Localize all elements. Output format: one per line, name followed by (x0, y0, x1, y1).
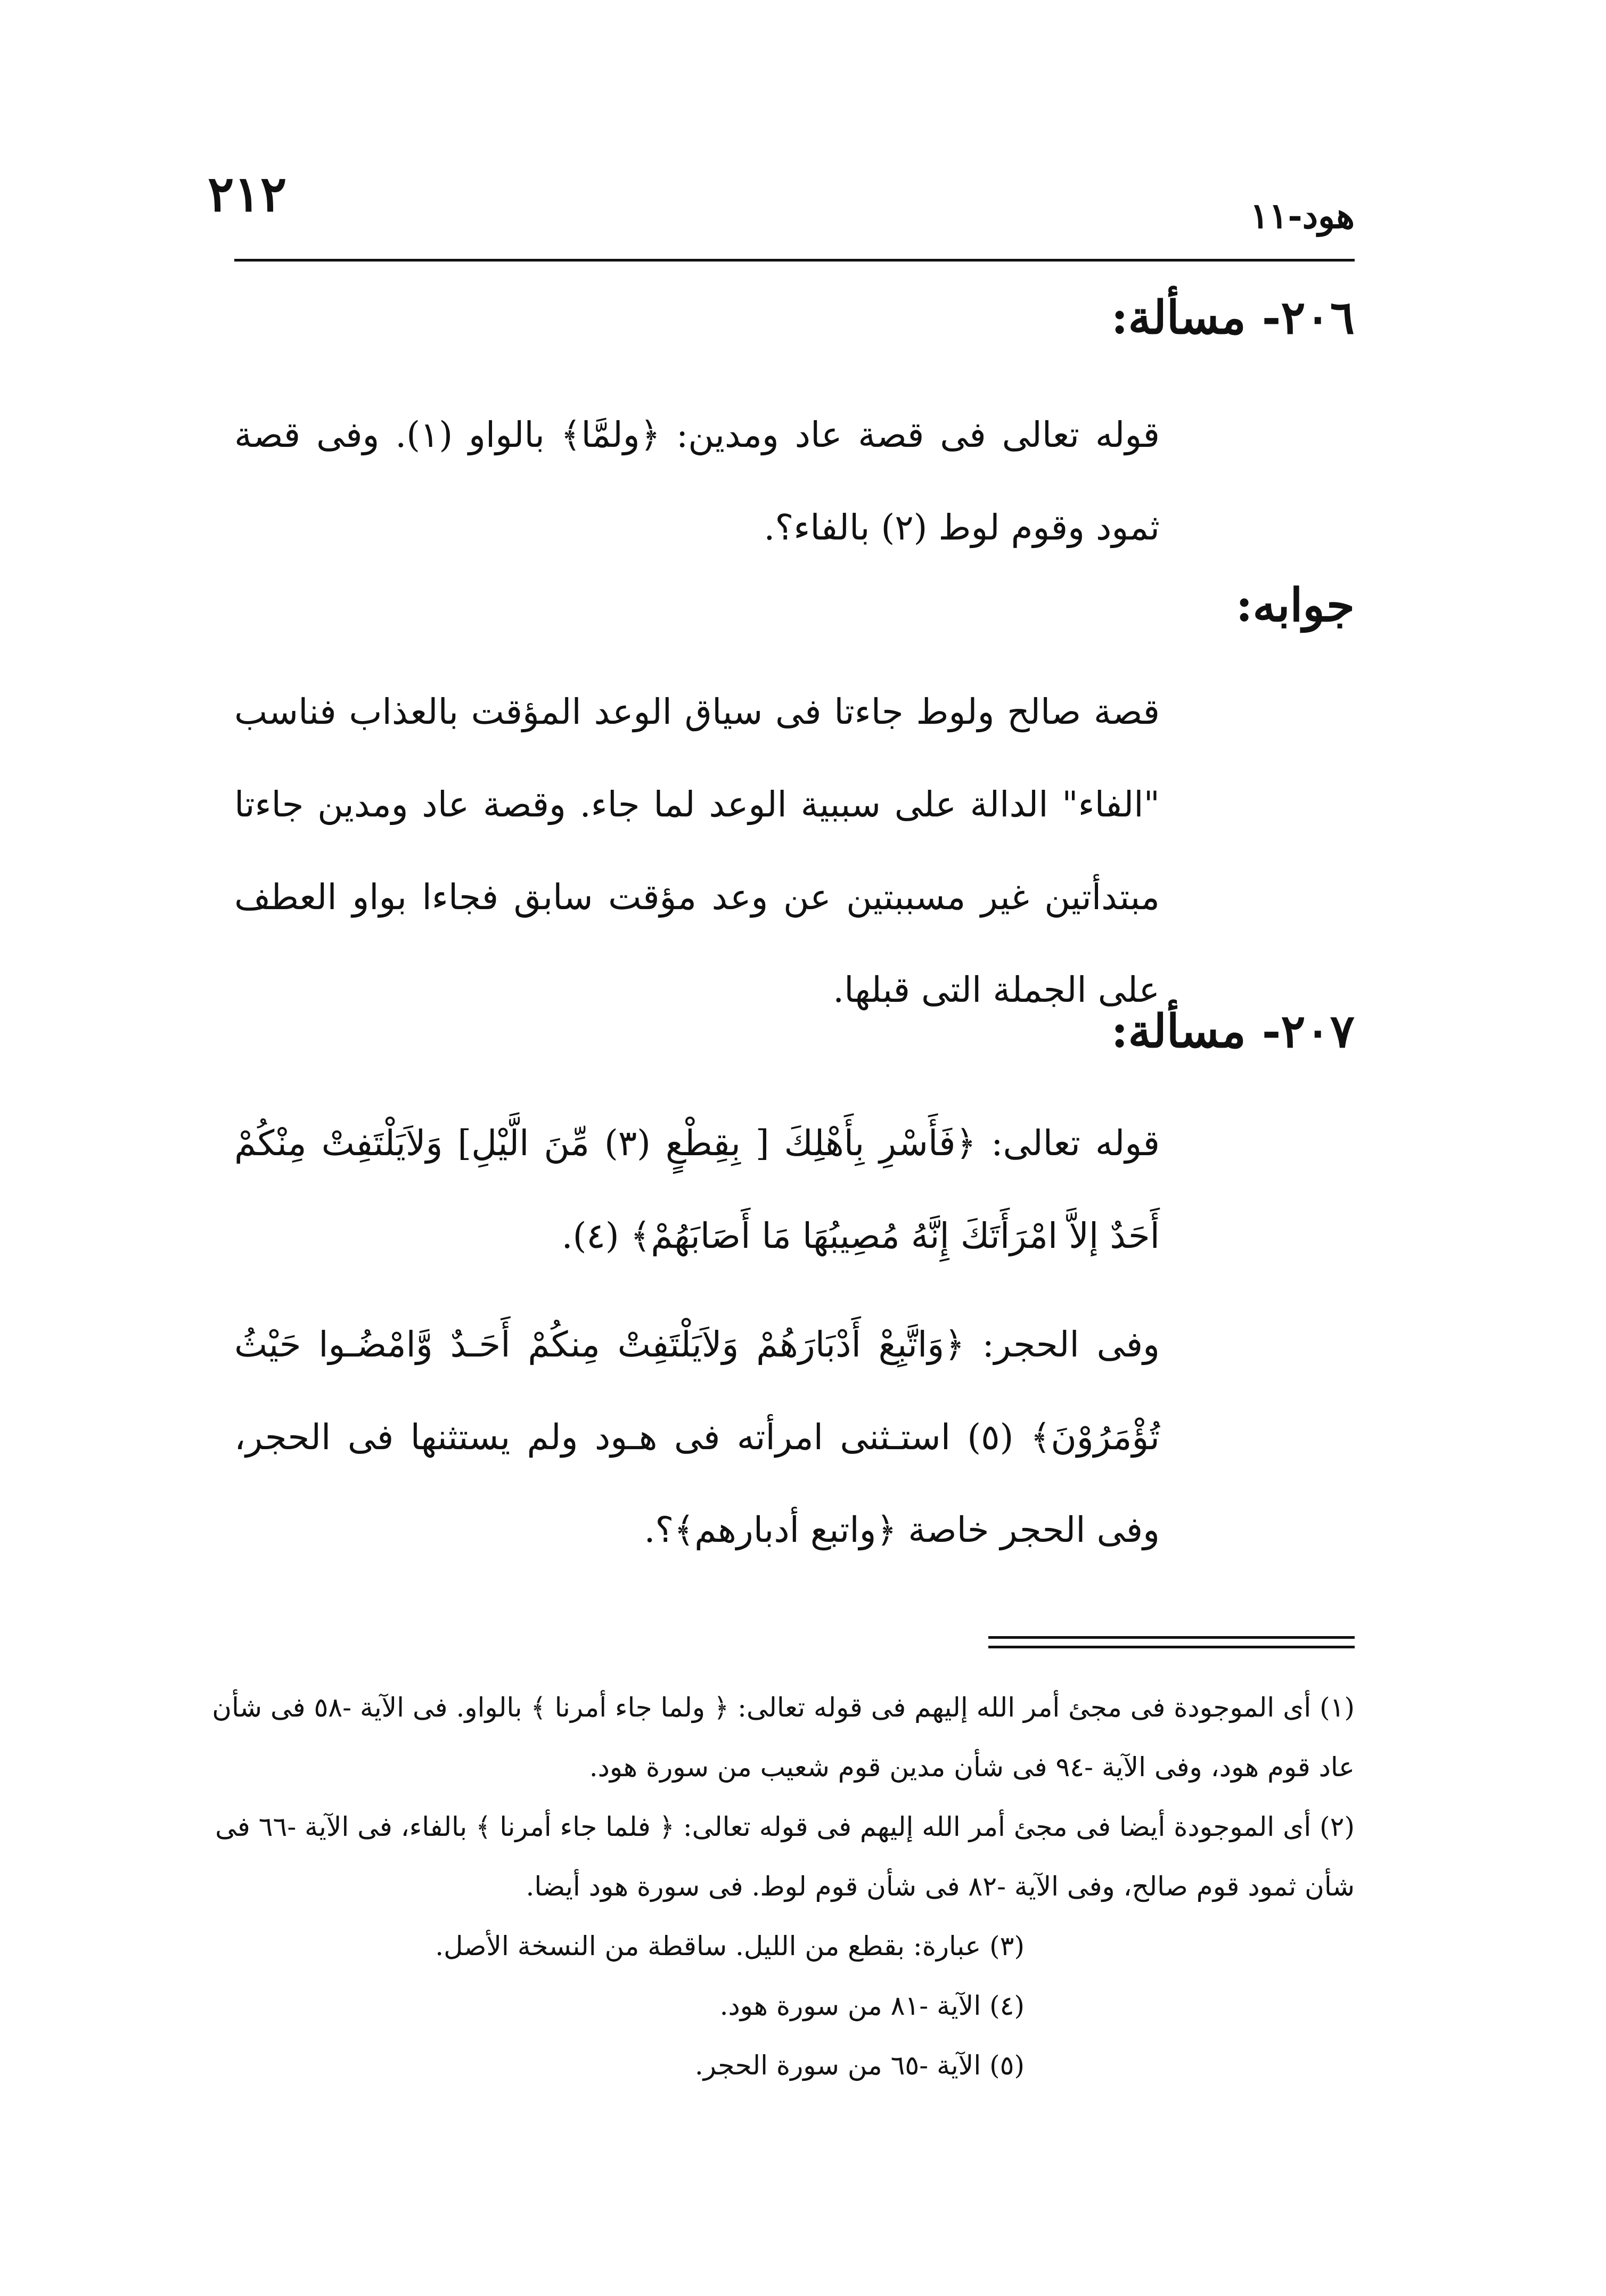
section-207-question (234, 1097, 1160, 1576)
section-207-heading: ٢٠٧- مسألة: (1111, 1004, 1355, 1058)
question-text: قوله تعالى فى قصة عاد ومدين: ﴿ولمَّا﴾ بالواو (١). وفى قصة ثمود وقوم لوط (٢) بالفاء؟. (234, 414, 1160, 548)
footnotes (208, 1678, 1355, 2095)
footnote-5: (٥) الآية -٦٥ من سورة الحجر. (694, 2050, 1025, 2081)
section-206-heading: ٢٠٦- مسألة: (1111, 291, 1355, 345)
question-continued-text: وفى الحجر: ﴿وَاتَّبِعْ أَدْبَارَهُمْ وَلاَيَلْتَفِتْ مِنكُمْ أَحَـدٌ وَّامْضُـوا حَيْثُ تُؤْمَرُوْنَ﴾ (٥) استـثنى امرأته فى هـود ولم يستثنها فى الحجر، وفى الحجر خاصة ﴿واتبع أدبارهم﴾؟. (234, 1324, 1160, 1550)
footnote-3: (٣) عبارة: بقطع من الليل. ساقطة من النسخة الأصل. (435, 1931, 1025, 1962)
running-head: هود-١١ (1250, 195, 1355, 236)
section-206-question (234, 389, 1160, 574)
footnote-separator-bottom (988, 1646, 1355, 1648)
header-rule (234, 259, 1355, 262)
footnote-4: (٤) الآية -٨١ من سورة هود. (719, 1990, 1025, 2021)
footnote-2: (٢) أى الموجودة أيضا فى مجئ أمر الله إليهم فى قوله تعالى: ﴿ فلما جاء أمرنا ﴾ بالفاء، فى الآية -٦٦ فى شأن ثمود قوم صالح، وفى الآية -٨٢ فى شأن قوم لوط. فى سورة هود أيضا. (215, 1811, 1355, 1902)
footnote-1: (١) أى الموجودة فى مجئ أمر الله إليهم فى قوله تعالى: ﴿ ولما جاء أمرنا ﴾ بالواو. فى الآية -٥٨ فى شأن عاد قوم هود، وفى الآية -٩٤ فى شأن مدين قوم شعيب من سورة هود. (212, 1692, 1355, 1783)
page-number: ٢١٢ (208, 165, 287, 223)
section-206-answer (234, 666, 1160, 1036)
answer-text: قصة صالح ولوط جاءتا فى سياق الوعد المؤقت بالعذاب فناسب "الفاء" الدالة على سببية الوعد لما جاء. وقصة عاد ومدين جاءتا مبتدأتين غير مسببتين عن وعد مؤقت سابق فجاءا بواو العطف على الجملة التى قبلها. (234, 691, 1160, 1010)
answer-label: جوابه: (1235, 578, 1355, 632)
question-text: قوله تعالى: ﴿فَأَسْرِ بِأَهْلِكَ [ بِقِطْعٍ (٣) مِّنَ الَّيْلِ] وَلاَيَلْتَفِتْ مِنْكُمْ أَحَدٌ إلاَّ امْرَأَتَكَ إِنَّهُ مُصِيبُهَا مَا أَصَابَهُمْ﴾ (٤). (234, 1123, 1160, 1256)
footnote-separator-top (988, 1636, 1355, 1639)
